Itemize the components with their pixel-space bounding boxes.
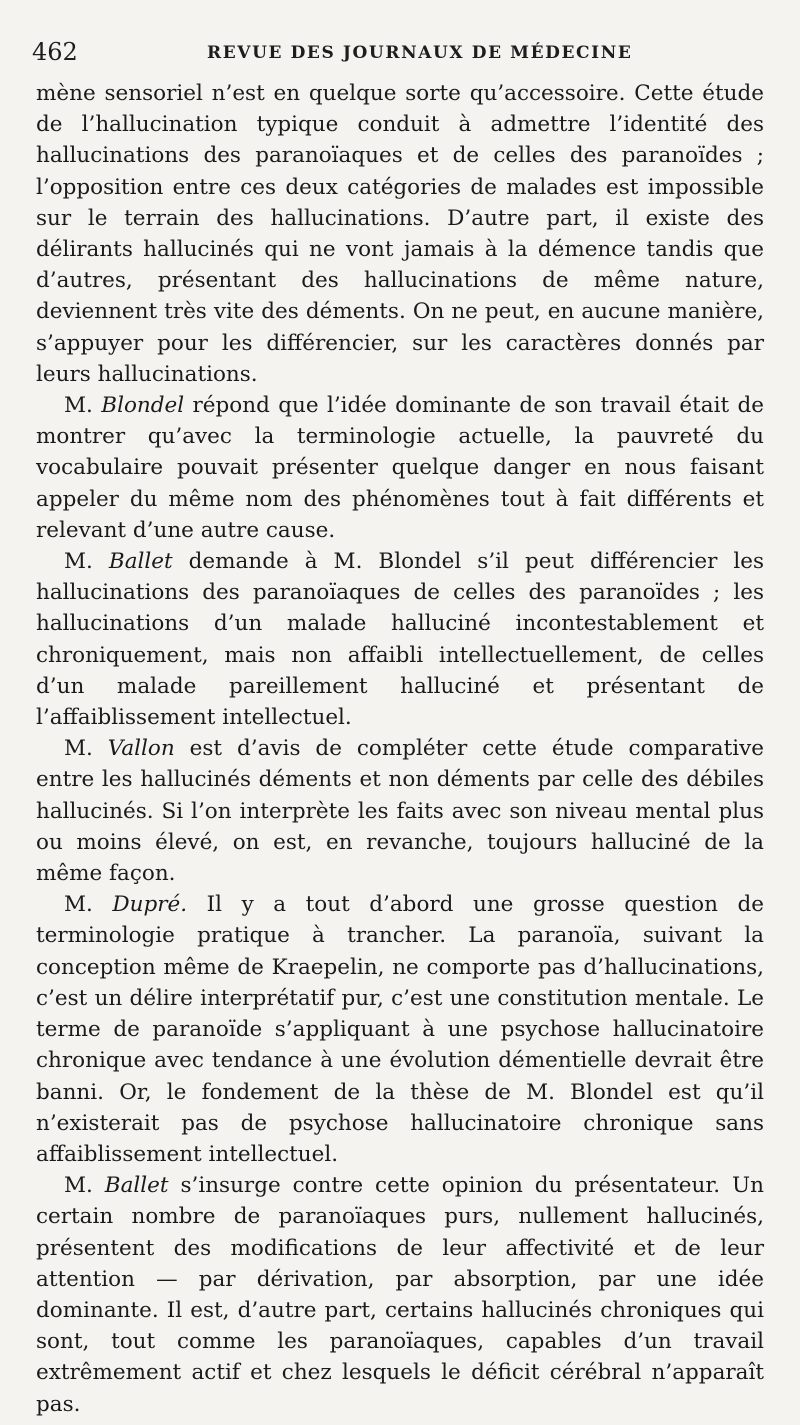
paragraph [36, 1170, 764, 1420]
paragraph [36, 78, 764, 390]
paragraph [36, 546, 764, 733]
paragraph [36, 390, 764, 546]
speaker-name: Ballet [104, 1173, 169, 1199]
speaker-prefix: M. [64, 736, 108, 762]
speaker-prefix: M. [64, 393, 102, 419]
paragraph [36, 889, 764, 1170]
paragraph-text: s’insurge contre cette opinion du présentateur. Un certain nombre de paranoïaques purs, nullement hallucinés, présentent des modifications de leur affectivité et de leur attention — par dérivation, par absorption, par une idée dominante. Il est, d’autre part, certains hallucinés chroniques qui sont, tout comme les paranoïaques, capables d’un travail extrêmement actif et chez lesquels le déficit cérébral n’apparaît pas. [36, 1173, 765, 1417]
speaker-prefix: M. [64, 892, 113, 918]
paragraph-text: répond que l’idée dominante de son travail était de montrer qu’avec la terminologie actuelle, la pauvreté du vocabulaire pouvait présenter quelque danger en nous faisant appeler du même nom des phénomènes tout à fait différents et relevant d’une autre cause. [36, 393, 764, 543]
paragraph-text: Il y a tout d’abord une grosse question de terminologie pratique à trancher. La paranoïa, suivant la conception même de Kraepelin, ne comporte pas d’hallucinations, c’est un délire interprétatif pur, c’est une constitution mentale. Le terme de paranoïde s’appliquant à une psychose hallucinatoire chronique avec tendance à une évolution démentielle devrait être banni. Or, le fondement de la thèse de M. Blondel est qu’il n’existerait pas de psychose hallucinatoire chronique sans affaiblissement intellectuel. [36, 892, 764, 1167]
running-title: REVUE DES JOURNAUX DE MÉDECINE [207, 43, 633, 63]
speaker-name: Blondel [101, 393, 185, 419]
paragraph [36, 733, 764, 889]
speaker-name: Dupré. [112, 892, 188, 918]
page-number: 462 [32, 38, 78, 66]
speaker-prefix: M. [64, 1173, 105, 1199]
body-text [36, 78, 764, 1420]
paragraph-text: mène sensoriel n’est en quelque sorte qu’accessoire. Cette étude de l’hallucination typique conduit à admettre l’identité des hallucinations des paranoïaques et de celles des paranoïdes ; l’opposition entre ces deux catégories de malades est impossible sur le terrain des hallucinations. D’autre part, il existe des délirants hallucinés qui ne vont jamais à la démence tandis que d’autres, présentant des hallucinations de même nature, deviennent très vite des déments. On ne peut, en aucune manière, s’appuyer pour les différencier, sur les caractères donnés par leurs hallucinations. [36, 81, 764, 387]
speaker-name: Vallon [107, 736, 175, 762]
speaker-name: Ballet [108, 549, 173, 575]
paragraph-text: est d’avis de compléter cette étude comparative entre les hallucinés déments et non déments par celle des débiles hallucinés. Si l’on interprète les faits avec son niveau mental plus ou moins élevé, on est, en revanche, toujours halluciné de la même façon. [36, 736, 764, 887]
speaker-prefix: M. [64, 549, 109, 575]
paragraph-text: demande à M. Blondel s’il peut différencier les hallucinations des paranoïaques de celles des paranoïdes ; les hallucinations d’un malade halluciné incontestablement et chroniquement, mais non affaibli intellectuellement, de celles d’un malade pareillement halluciné et présentant de l’affaiblissement intellectuel. [36, 549, 765, 731]
page-header [32, 38, 768, 68]
